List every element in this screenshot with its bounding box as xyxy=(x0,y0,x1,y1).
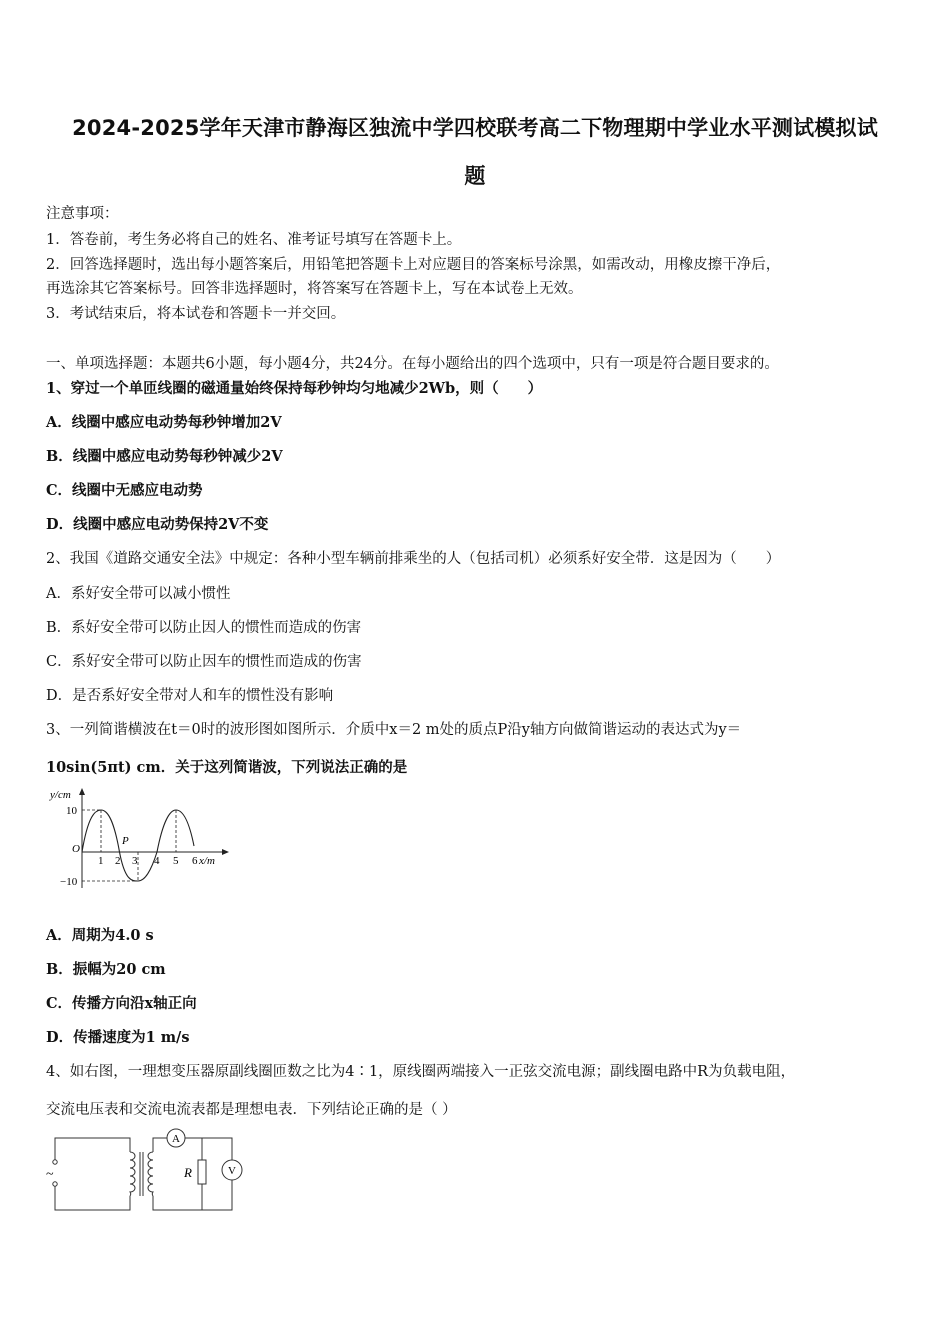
x-tick-3: 3 xyxy=(132,855,138,867)
secondary-coil xyxy=(148,1152,153,1196)
x-tick-1: 1 xyxy=(98,855,104,867)
x-tick-5: 5 xyxy=(173,855,179,867)
question-4-stem-continued: 交流电压表和交流电流表都是理想电表．下列结论正确的是（ ） xyxy=(46,1102,457,1118)
y-tick-minus-10: −10 xyxy=(60,876,78,888)
question-2-option-b: B．系好安全带可以防止因人的惯性而造成的伤害 xyxy=(46,620,362,636)
question-1-option-d: D．线圈中感应电动势保持2V不变 xyxy=(46,516,269,533)
question-3-option-d: D．传播速度为1 m/s xyxy=(46,1029,190,1046)
question-1-option-c: C．线圈中无感应电动势 xyxy=(46,482,203,499)
question-2-option-d: D．是否系好安全带对人和车的惯性没有影响 xyxy=(46,688,334,704)
ammeter-label: A xyxy=(172,1133,180,1145)
question-1-option-b: B．线圈中感应电动势每秒钟减少2V xyxy=(46,448,283,465)
question-2-option-a: A．系好安全带可以减小惯性 xyxy=(46,586,231,602)
y-tick-10: 10 xyxy=(66,805,77,817)
question-2-option-c: C．系好安全带可以防止因车的惯性而造成的伤害 xyxy=(46,654,362,670)
transformer-circuit-figure xyxy=(40,1126,250,1216)
question-1-stem: 1、穿过一个单匝线圈的磁通量始终保持每秒钟均匀地减少2Wb，则（ ） xyxy=(46,380,543,397)
question-3-stem-continued: 10sin(5πt) cm．关于这列简谐波，下列说法正确的是 xyxy=(46,759,408,776)
question-3-option-a: A．周期为4.0 s xyxy=(46,927,154,944)
notice-heading: 注意事项： xyxy=(46,206,119,222)
wave-curve xyxy=(82,810,194,881)
page-title: 2024-2025学年天津市静海区独流中学四校联考高二下物理期中学业水平测试模拟试 xyxy=(72,116,878,140)
x-axis-label: x/m xyxy=(199,855,215,867)
x-tick-6: 6 xyxy=(192,855,198,867)
resistor-label: R xyxy=(184,1165,192,1180)
page-title-continued: 题 xyxy=(464,164,486,188)
question-1-option-a: A．线圈中感应电动势每秒钟增加2V xyxy=(46,414,282,431)
question-2-stem: 2、我国《道路交通安全法》中规定：各种小型车辆前排乘坐的人（包括司机）必须系好安全带．这是因为（ ） xyxy=(46,551,781,567)
question-4-stem: 4、如右图，一理想变压器原副线圈匝数之比为4∶1，原线圈两端接入一正弦交流电源；副线圈电路中R为负载电阻， xyxy=(46,1064,796,1080)
y-axis-label: y/cm xyxy=(50,789,71,801)
resistor-icon xyxy=(198,1160,206,1184)
voltmeter-label: V xyxy=(228,1165,236,1177)
origin-label: O xyxy=(72,843,80,855)
question-3-option-b: B．振幅为20 cm xyxy=(46,961,166,978)
point-p-label: P xyxy=(122,835,129,847)
primary-coil xyxy=(130,1152,135,1196)
notice-item-2-continued: 再选涂其它答案标号。回答非选择题时，将答案写在答题卡上，写在本试卷上无效。 xyxy=(46,281,583,297)
notice-item-3: 3．考试结束后，将本试卷和答题卡一并交回。 xyxy=(46,306,346,322)
ac-source-symbol: ~ xyxy=(46,1167,54,1182)
wave-graph-figure xyxy=(46,786,236,892)
notice-item-1: 1．答卷前，考生务必将自己的姓名、准考证号填写在答题卡上。 xyxy=(46,232,462,248)
x-tick-2: 2 xyxy=(115,855,121,867)
question-3-option-c: C．传播方向沿x轴正向 xyxy=(46,995,197,1012)
x-tick-4: 4 xyxy=(154,855,160,867)
notice-item-2: 2．回答选择题时，选出每小题答案后，用铅笔把答题卡上对应题目的答案标号涂黑，如需改动，用橡皮擦干净后， xyxy=(46,257,781,273)
section-heading: 一、单项选择题：本题共6小题，每小题4分，共24分。在每小题给出的四个选项中，只有一项是符合题目要求的。 xyxy=(46,356,779,372)
question-3-stem: 3、一列简谐横波在t＝0时的波形图如图所示．介质中x＝2 m处的质点P沿y轴方向做简谐运动的表达式为y＝ xyxy=(46,722,742,738)
